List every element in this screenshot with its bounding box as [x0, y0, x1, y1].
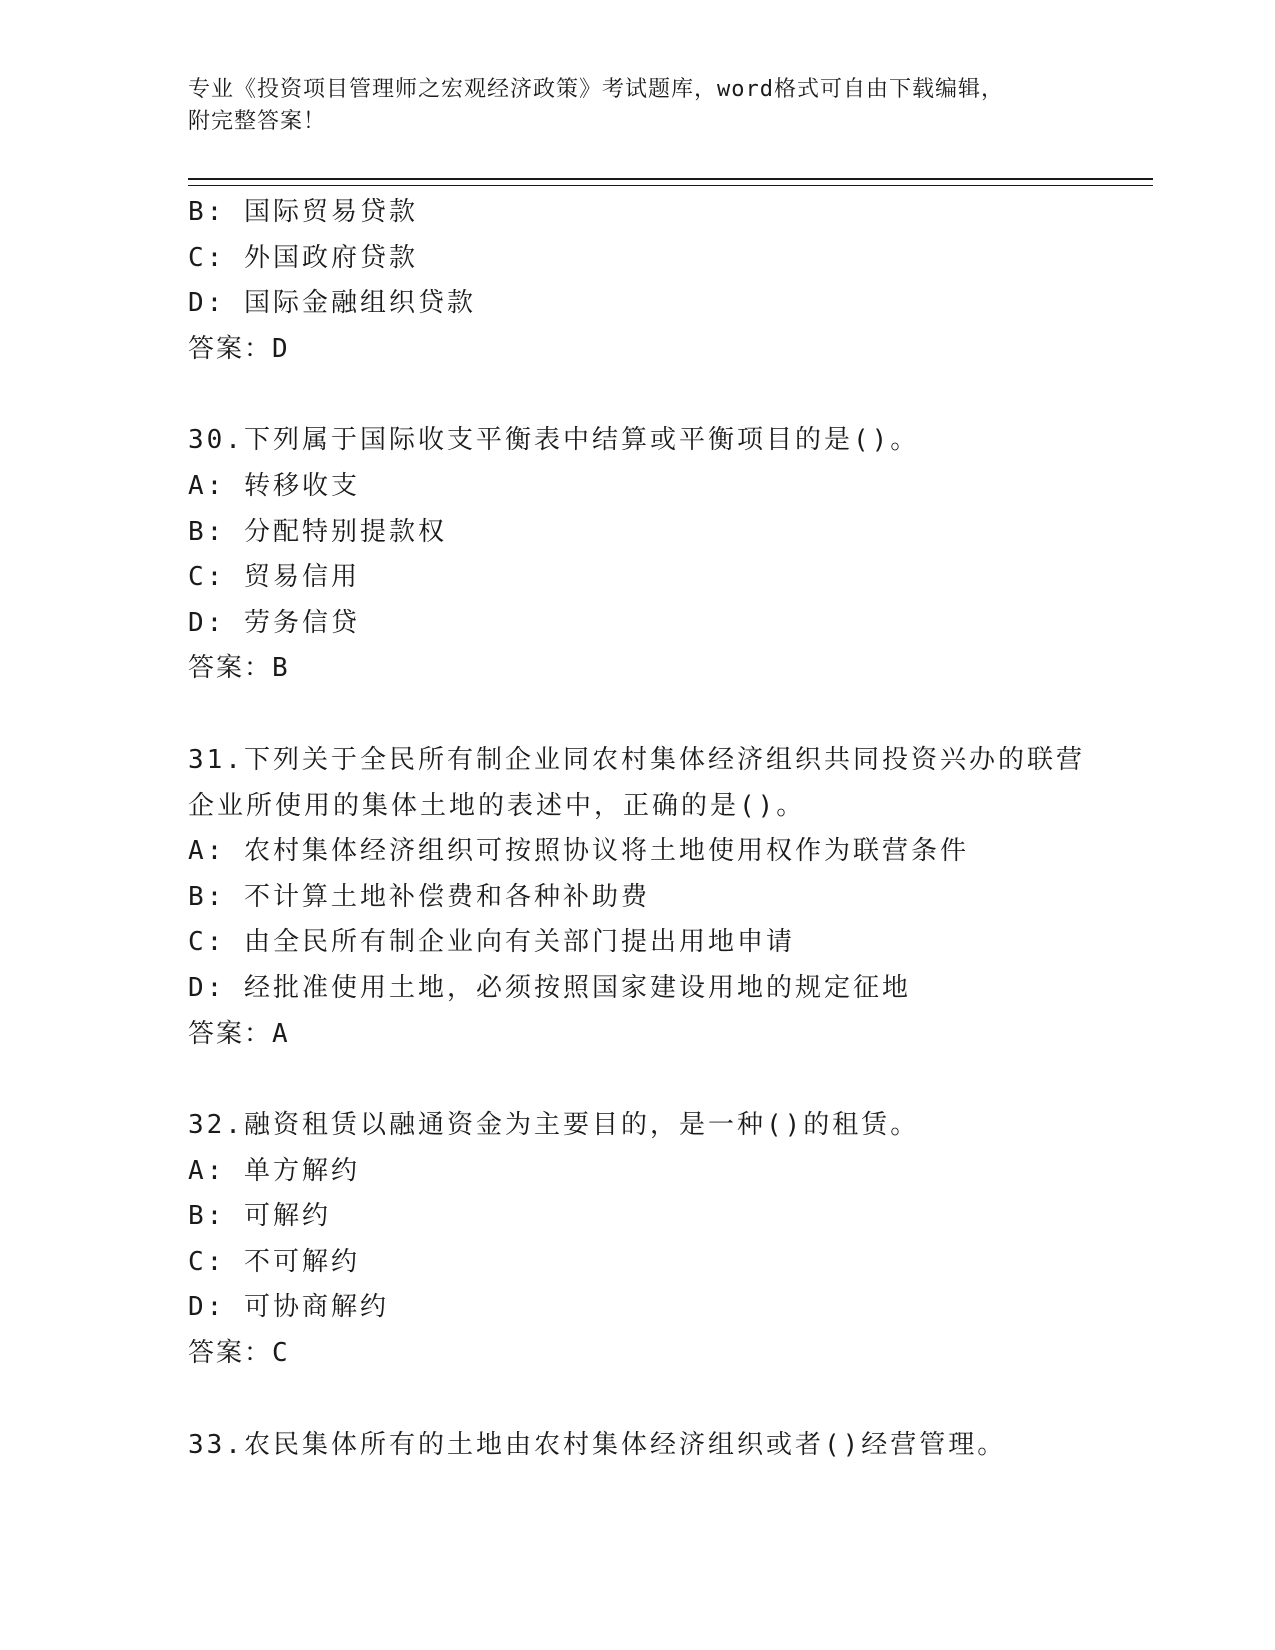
option-b: B: 可解约	[188, 1201, 331, 1232]
option-a: A: 农村集体经济组织可按照协议将土地使用权作为联营条件	[188, 836, 969, 867]
answer: 答案：B	[188, 653, 290, 684]
answer: 答案：A	[188, 1018, 290, 1049]
answer: 答案：C	[188, 1338, 290, 1369]
question-32	[188, 1103, 1153, 1377]
option-c: C: 贸易信用	[188, 562, 360, 593]
option-b: B: 分配特别提款权	[188, 516, 447, 547]
question-stem-line-2: 企业所使用的集体土地的表述中，正确的是()。	[188, 790, 806, 821]
question-31	[188, 738, 1153, 1057]
option-c: C: 由全民所有制企业向有关部门提出用地申请	[188, 927, 795, 958]
header-divider	[188, 178, 1153, 186]
header-line-2: 附完整答案！	[188, 109, 327, 134]
header-line-1: 专业《投资项目管理师之宏观经济政策》考试题库，word格式可自由下载编辑，	[188, 77, 1004, 102]
question-33	[188, 1423, 1153, 1469]
question-stem: 30.下列属于国际收支平衡表中结算或平衡项目的是()。	[188, 425, 920, 456]
option-b: B: 国际贸易贷款	[188, 197, 418, 227]
question-29	[188, 190, 1153, 372]
option-b: B: 不计算土地补偿费和各种补助费	[188, 881, 650, 912]
option-d: D: 可协商解约	[188, 1292, 389, 1323]
option-d: D: 国际金融组织贷款	[188, 288, 476, 319]
option-a: A: 单方解约	[188, 1155, 360, 1186]
option-c: C: 不可解约	[188, 1246, 360, 1277]
question-stem: 32.融资租赁以融通资金为主要目的，是一种()的租赁。	[188, 1110, 920, 1141]
option-c: C: 外国政府贷款	[188, 242, 418, 273]
answer: 答案：D	[188, 333, 290, 364]
question-stem: 33.农民集体所有的土地由农村集体经济组织或者()经营管理。	[188, 1429, 1007, 1460]
document-header	[188, 74, 1088, 138]
option-a: A: 转移收支	[188, 470, 360, 501]
option-d: D: 劳务信贷	[188, 607, 360, 638]
question-30	[188, 418, 1153, 692]
question-stem-line-1: 31.下列关于全民所有制企业同农村集体经济组织共同投资兴办的联营	[188, 744, 1085, 775]
question-list	[188, 190, 1153, 1468]
option-d: D: 经批准使用土地，必须按照国家建设用地的规定征地	[188, 972, 911, 1003]
